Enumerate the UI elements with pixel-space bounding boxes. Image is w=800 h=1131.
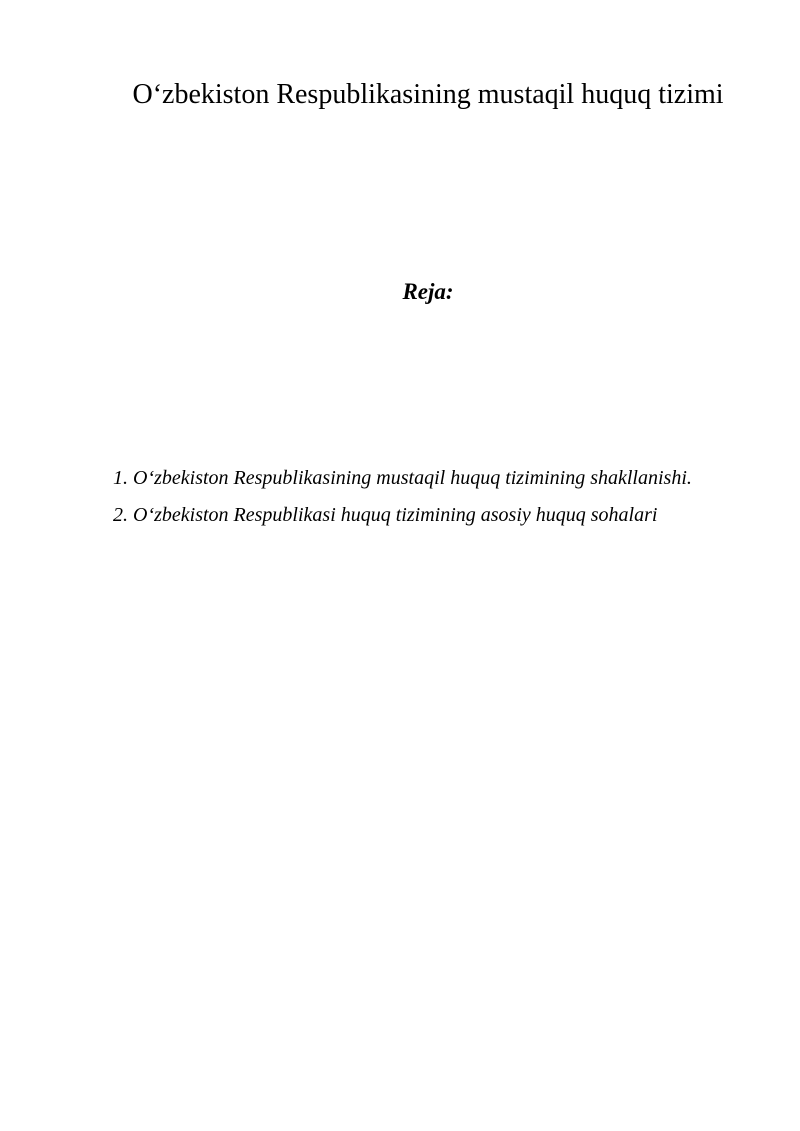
list-item-number: 2. (113, 504, 128, 526)
list-item-text: O‘zbekiston Respublikasi huquq tizimining asosiy huquq sohalari (133, 504, 658, 526)
plan-heading: Reja: (402, 279, 454, 304)
list-item (113, 464, 692, 492)
list-item-text: O‘zbekiston Respublikasining mustaqil huquq tizimining shakllanishi. (133, 467, 692, 489)
list-item (113, 501, 692, 529)
list-item-number: 1. (113, 467, 128, 489)
plan-list (113, 464, 692, 538)
document-title: O‘zbekiston Respublikasining mustaqil huquq tizimi (132, 79, 724, 110)
